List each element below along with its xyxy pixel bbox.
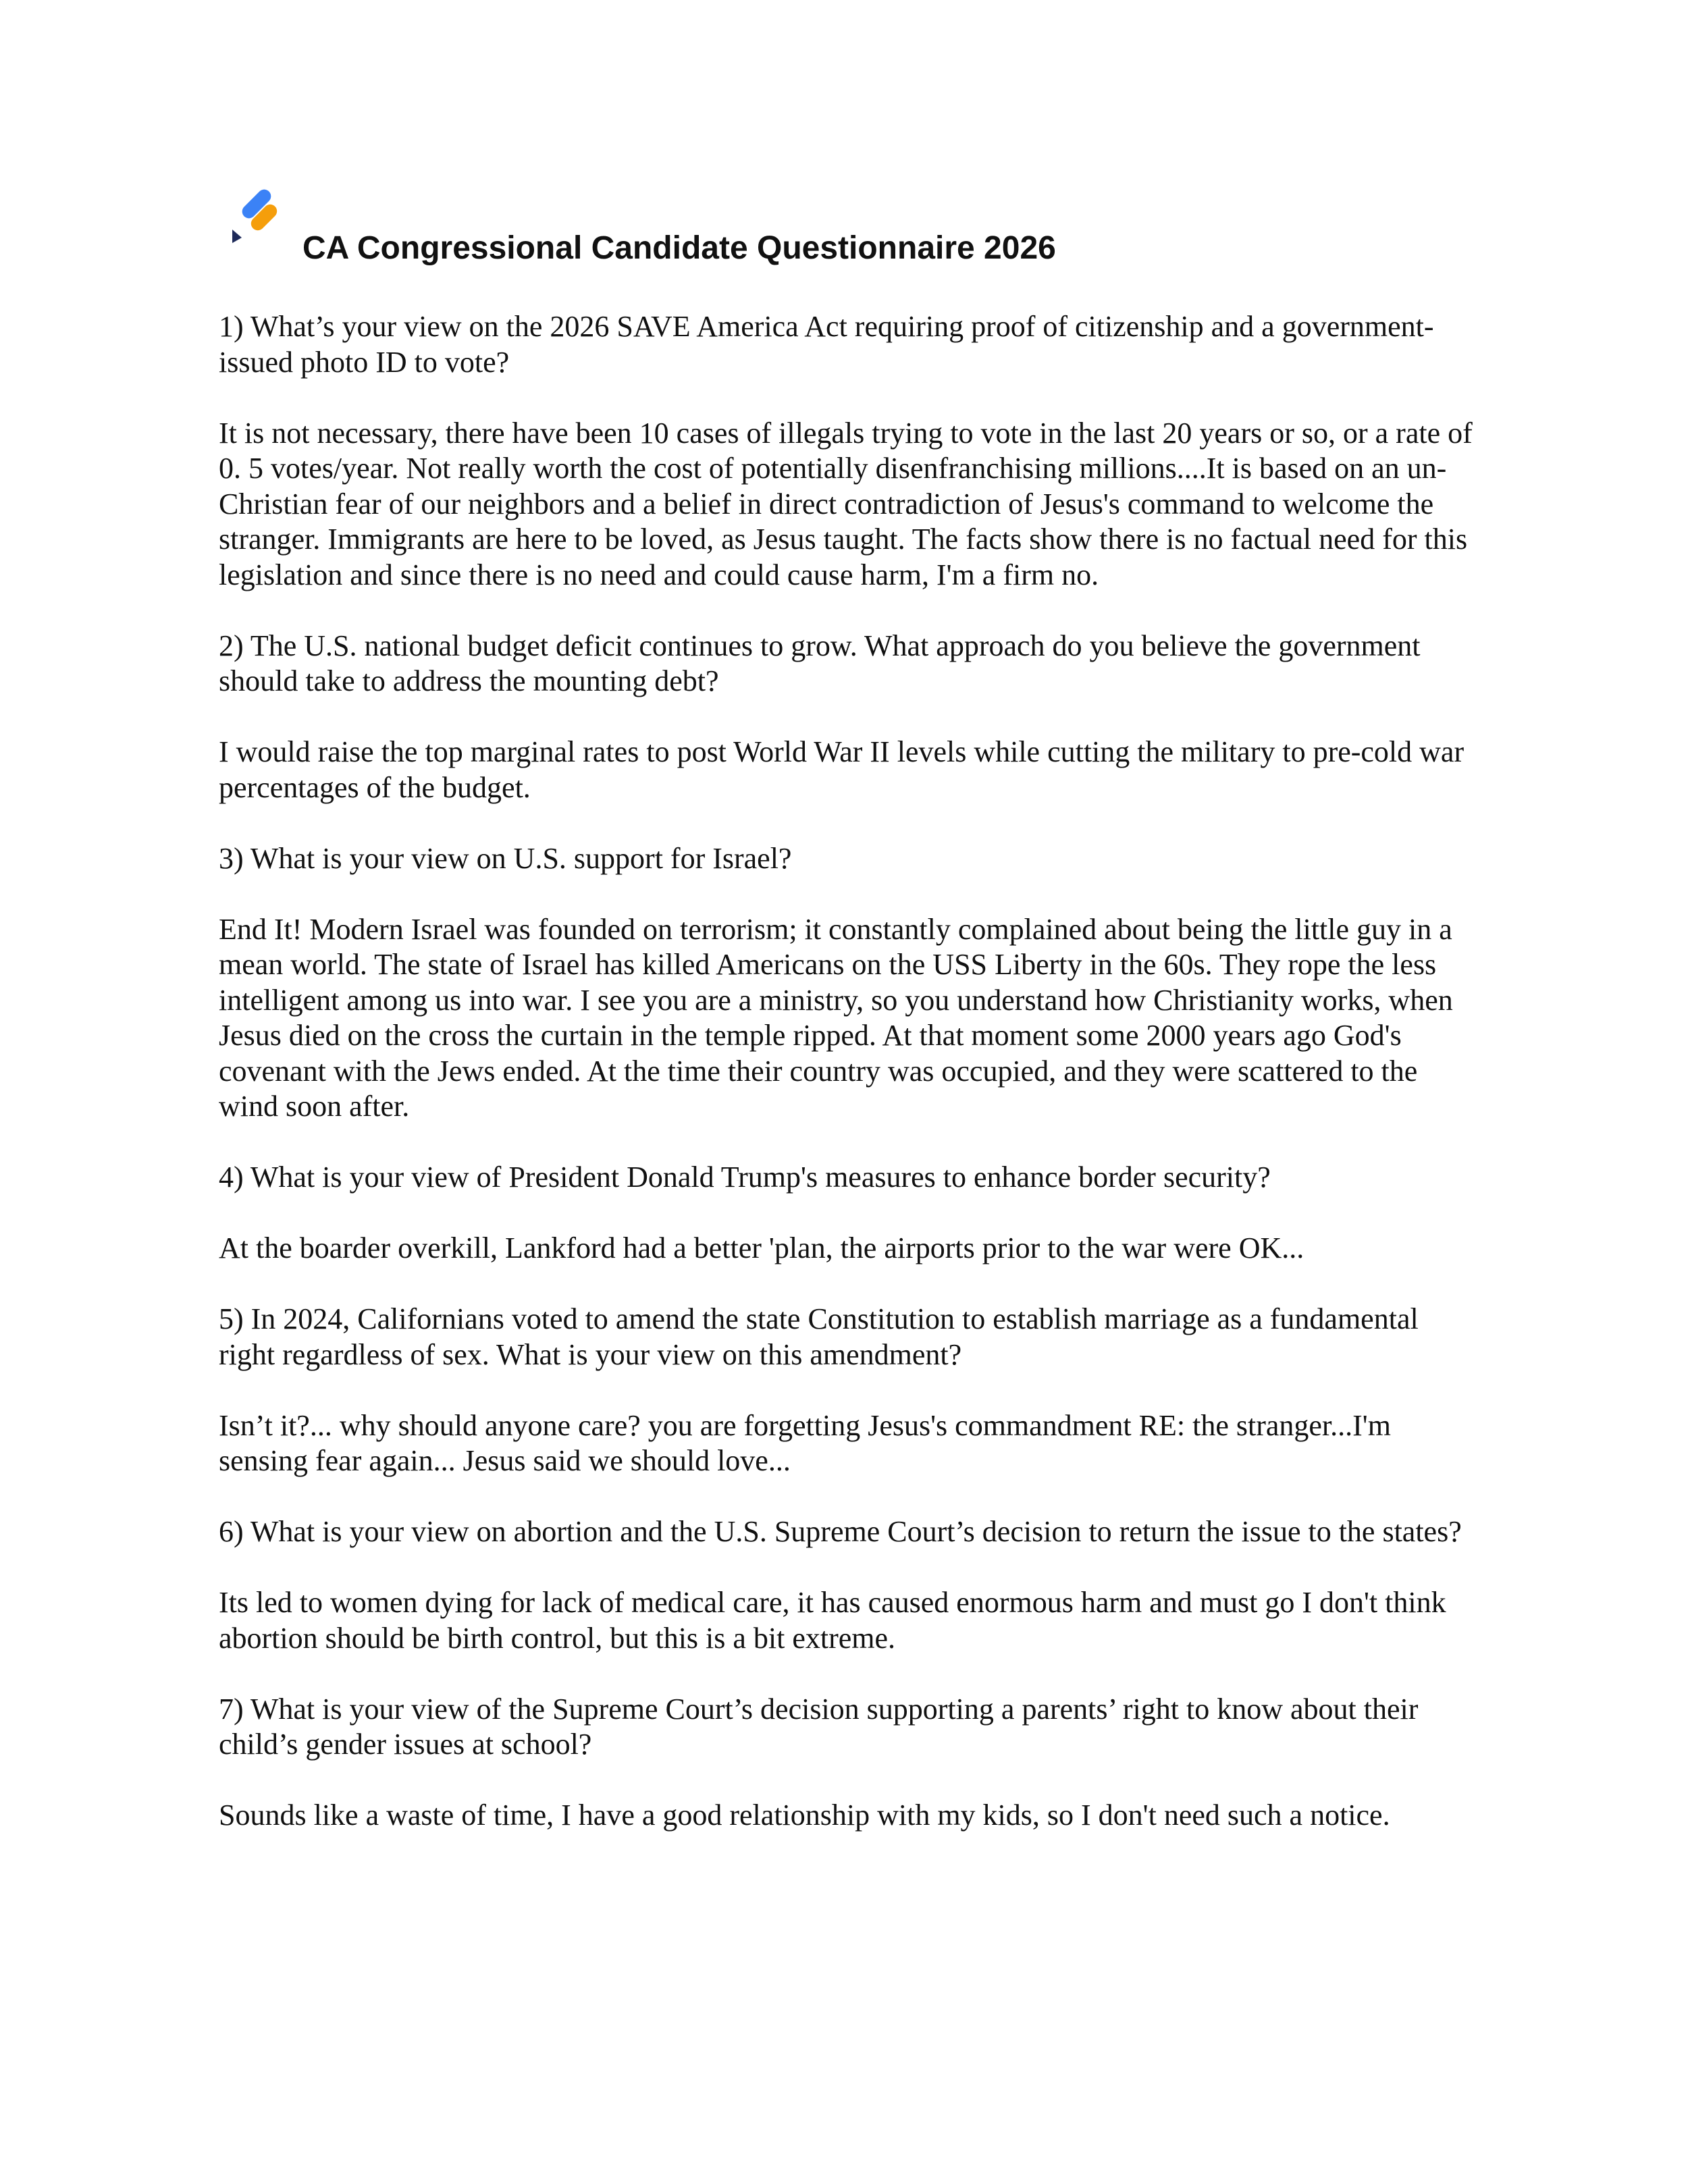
question-7: 7) What is your view of the Supreme Court’s decision supporting a parents’ right to know about their child’s gender issues at school? (219, 1692, 1419, 1761)
colorful-brush-stroke-logo-icon (227, 189, 288, 250)
answer-4: At the boarder overkill, Lankford had a better 'plan, the airports prior to the war were OK... (219, 1231, 1304, 1264)
answer-3: End It! Modern Israel was founded on terrorism; it constantly complained about being the little guy in a mean world. The state of Israel has killed Americans on the USS Liberty in the 60s. They rope the less intelligent among us into war. I see you are a ministry, so you understand how Christianity works, when Jesus died on the cross the curtain in the temple ripped. At that moment some 2000 years ago God's covenant with the Jews ended. At the time their country was occupied, and they were scattered to the wind soon after. (219, 912, 1453, 1123)
question-3: 3) What is your view on U.S. support for Israel? (219, 841, 792, 875)
document-header (227, 189, 1510, 270)
question-1: 1) What’s your view on the 2026 SAVE America Act requiring proof of citizenship and a government-issued photo ID to vote? (219, 310, 1434, 379)
answer-6: Its led to women dying for lack of medical care, it has caused enormous harm and must go I don't think abortion should be birth control, but this is a bit extreme. (219, 1586, 1446, 1655)
question-5: 5) In 2024, Californians voted to amend the state Constitution to establish marriage as a fundamental right regardless of sex. What is your view on this amendment? (219, 1302, 1419, 1371)
answer-7: Sounds like a waste of time, I have a good relationship with my kids, so I don't need such a notice. (219, 1799, 1390, 1832)
answer-5: Isn’t it?... why should anyone care? you are forgetting Jesus's commandment RE: the stranger...I'm sensing fear again... Jesus said we should love... (219, 1408, 1391, 1477)
question-6: 6) What is your view on abortion and the U.S. Supreme Court’s decision to return the issue to the states? (219, 1515, 1462, 1548)
questionnaire-body (219, 309, 1475, 1869)
answer-2: I would raise the top marginal rates to post World War II levels while cutting the military to pre-cold war percentages of the budget. (219, 735, 1465, 804)
page-title: CA Congressional Candidate Questionnaire 2026 (302, 230, 1056, 266)
answer-1: It is not necessary, there have been 10 cases of illegals trying to vote in the last 20 years or so, or a rate of 0. 5 votes/year. Not really worth the cost of potentially disenfranchising millions....It is based on an un-Christian fear of our neighbors and a belief in direct contradiction of Jesus's command to welcome the stranger. Immigrants are here to be loved, as Jesus taught. The facts show there is no factual need for this legislation and since there is no need and could cause harm, I'm a firm no. (219, 416, 1473, 591)
question-4: 4) What is your view of President Donald Trump's measures to enhance border security? (219, 1161, 1271, 1194)
question-2: 2) The U.S. national budget deficit continues to grow. What approach do you believe the government should take to address the mounting debt? (219, 629, 1421, 697)
